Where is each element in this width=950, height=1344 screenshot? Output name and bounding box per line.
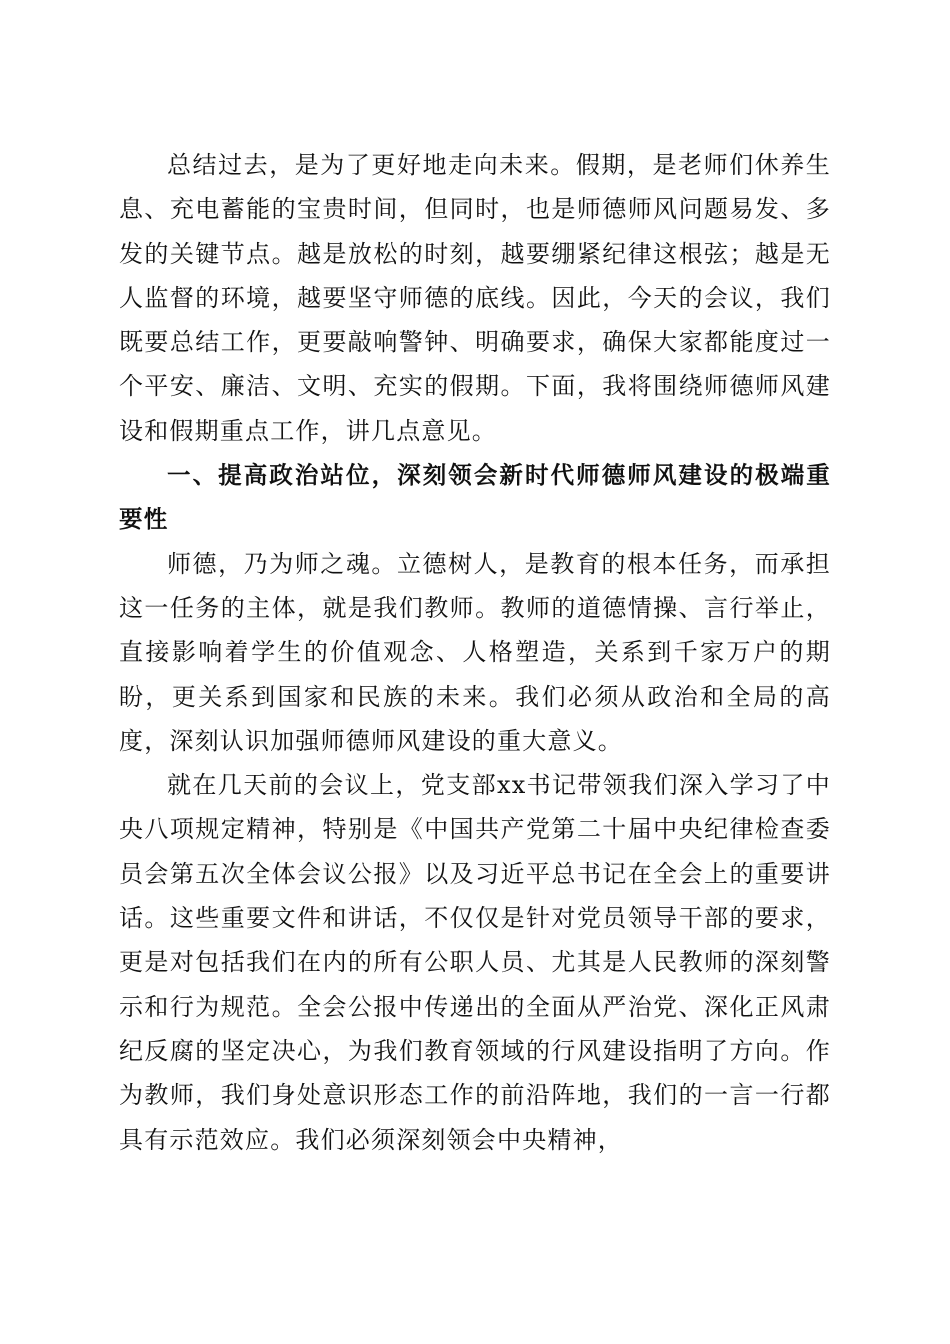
body-paragraph-1: 师德，乃为师之魂。立德树人，是教育的根本任务，而承担这一任务的主体，就是我们教师。教师的道德情操、言行举止，直接影响着学生的价值观念、人格塑造，关系到千家万户的期盼，更关系到国家和民族的未来。我们必须从政治和全局的高度，深刻认识加强师德师风建设的重大意义。 [119,549,831,755]
intro-paragraph: 总结过去，是为了更好地走向未来。假期，是老师们休养生息、充电蓄能的宝贵时间，但同时，也是师德师风问题易发、多发的关键节点。越是放松的时刻，越要绷紧纪律这根弦；越是无人监督的环境，越要坚守师德的底线。因此，今天的会议，我们既要总结工作，更要敲响警钟、明确要求，确保大家都能度过一个平安、廉洁、文明、充实的假期。下面，我将围绕师德师风建设和假期重点工作，讲几点意见。 [119,151,831,445]
body-paragraph-2: 就在几天前的会议上，党支部xx书记带领我们深入学习了中央八项规定精神，特别是《中国共产党第二十届中央纪律检查委员会第五次全体会议公报》以及习近平总书记在全会上的重要讲话。这些重要文件和讲话，不仅仅是针对党员领导干部的要求，更是对包括我们在内的所有公职人员、尤其是人民教师的深刻警示和行为规范。全会公报中传递出的全面从严治党、深化正风肃纪反腐的坚定决心，为我们教育领域的行风建设指明了方向。作为教师，我们身处意识形态工作的前沿阵地，我们的一言一行都具有示范效应。我们必须深刻领会中央精神， [119,771,831,1154]
document-body [119,143,831,1162]
section-heading: 一、提高政治站位，深刻领会新时代师德师风建设的极端重要性 [119,461,831,534]
